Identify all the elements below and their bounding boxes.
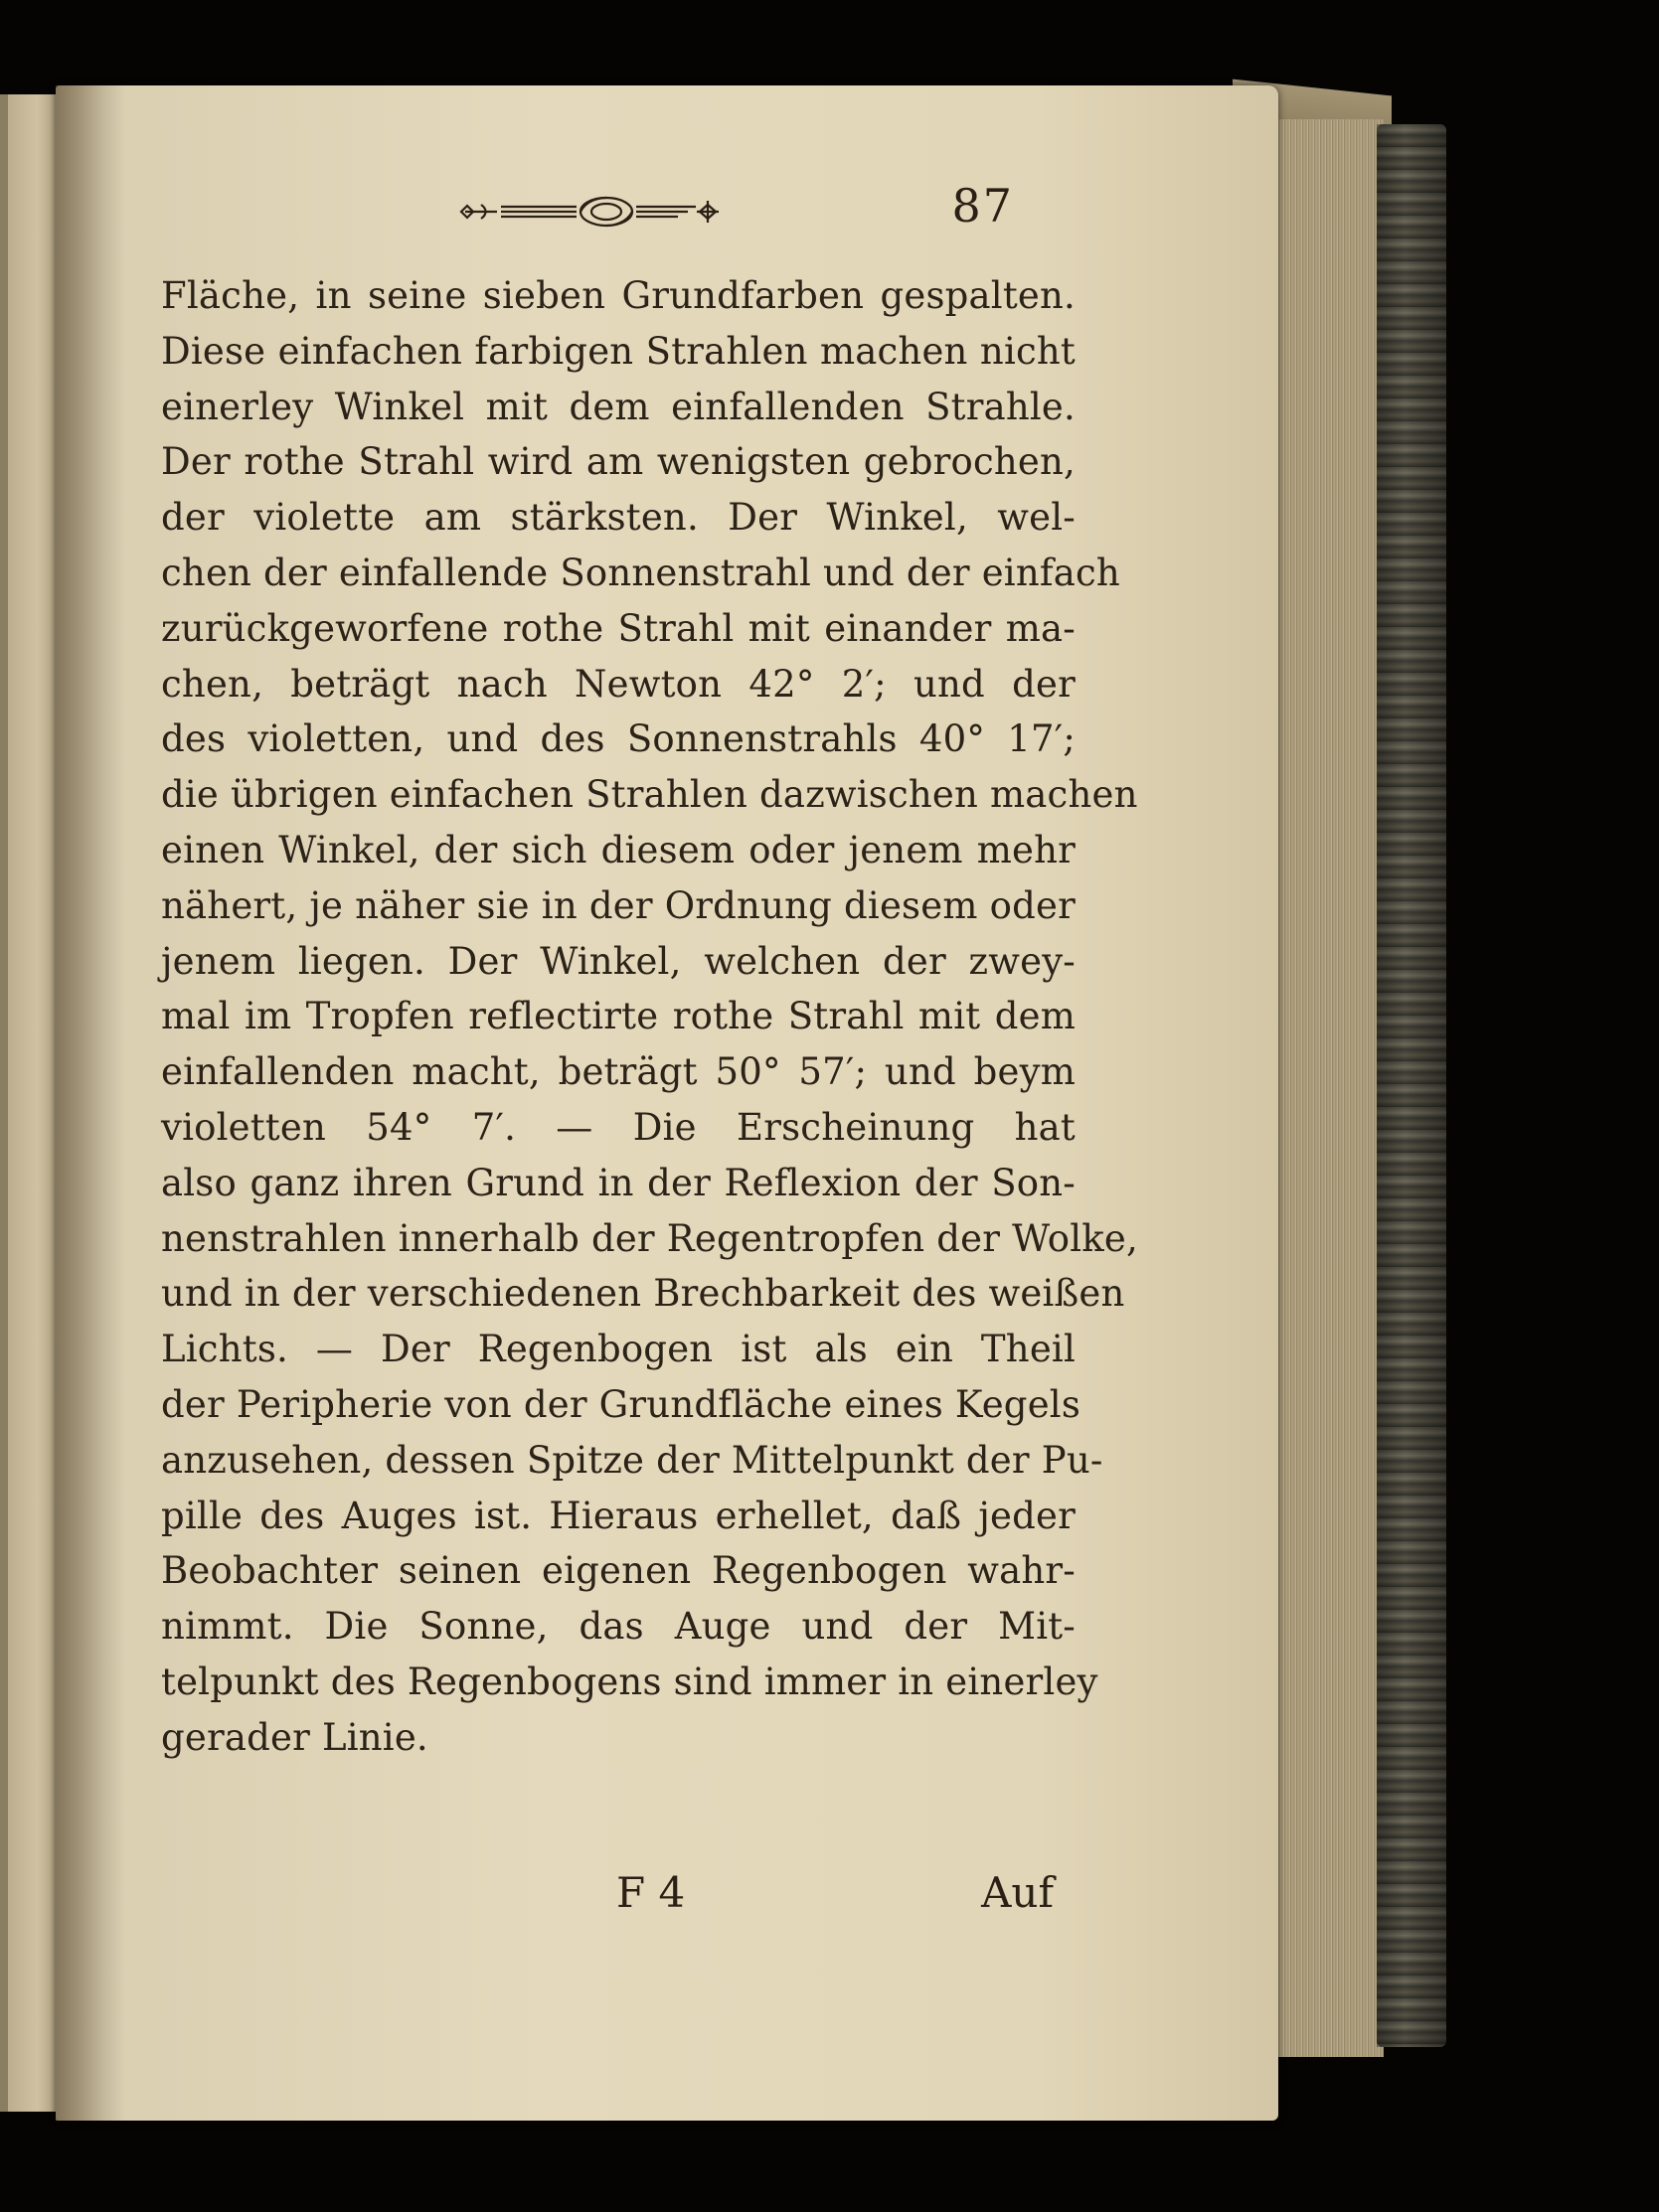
body-text [161, 268, 1138, 1766]
text-line: mal im Tropfen reflectirte rothe Strahl mit dem [161, 995, 1076, 1038]
text-line: also ganz ihren Grund in der Reflexion der Son- [161, 1161, 1076, 1204]
page-number: 87 [951, 179, 1014, 233]
text-line: chen, beträgt nach Newton 42° 2′; und der [161, 662, 1076, 706]
text-line: nähert, je näher sie in der Ordnung diesem oder [161, 883, 1076, 927]
text-line: Beobachter seinen eigenen Regenbogen wahr- [161, 1549, 1076, 1593]
text-line: Der rothe Strahl wird am wenigsten gebrochen, [161, 440, 1076, 484]
signature-mark: F 4 [616, 1868, 686, 1917]
book-cover-shade [1377, 124, 1446, 2047]
text-line: zurückgeworfene rothe Strahl mit einander ma- [161, 606, 1076, 650]
text-line: chen der einfallende Sonnenstrahl und der einfach [161, 551, 1120, 594]
ornament-icon [457, 187, 726, 237]
text-line: der violette am stärksten. Der Winkel, wel- [161, 496, 1076, 540]
gutter-shadow [56, 85, 125, 2121]
text-line: nimmt. Die Sonne, das Auge und der Mit- [161, 1605, 1076, 1649]
text-line: die übrigen einfachen Strahlen dazwischen machen [161, 773, 1138, 817]
left-page-edge [0, 94, 62, 2112]
text-line: anzusehen, dessen Spitze der Mittelpunkt der Pu- [161, 1438, 1103, 1482]
text-line: telpunkt des Regenbogens sind immer in einerley [161, 1659, 1098, 1703]
text-line: und in der verschiedenen Brechbarkeit des weißen [161, 1272, 1125, 1316]
page-header [457, 179, 1014, 248]
text-line: Fläche, in seine sieben Grundfarben gespalten. [161, 274, 1076, 317]
text-line: nenstrahlen innerhalb der Regentropfen der Wolke, [161, 1216, 1138, 1260]
text-line: Diese einfachen farbigen Strahlen machen nicht [161, 329, 1076, 373]
left-page-shadow [0, 94, 8, 2112]
text-line: einfallenden macht, beträgt 50° 57′; und beym [161, 1050, 1076, 1094]
text-line: violetten 54° 7′. — Die Erscheinung hat [161, 1105, 1076, 1149]
text-line: des violetten, und des Sonnenstrahls 40° 17′; [161, 717, 1076, 761]
text-line: einerley Winkel mit dem einfallenden Strahle. [161, 385, 1076, 428]
page-footer [616, 1868, 1054, 1938]
text-line: jenem liegen. Der Winkel, welchen der zwey- [161, 939, 1076, 983]
text-line: einen Winkel, der sich diesem oder jenem mehr [161, 828, 1076, 871]
text-line: gerader Linie. [161, 1715, 428, 1759]
text-line: der Peripherie von der Grundfläche eines Kegels [161, 1382, 1081, 1426]
text-line: pille des Auges ist. Hieraus erhellet, daß jeder [161, 1494, 1076, 1537]
text-line: Lichts. — Der Regenbogen ist als ein Theil [161, 1328, 1076, 1371]
catchword: Auf [981, 1868, 1054, 1917]
